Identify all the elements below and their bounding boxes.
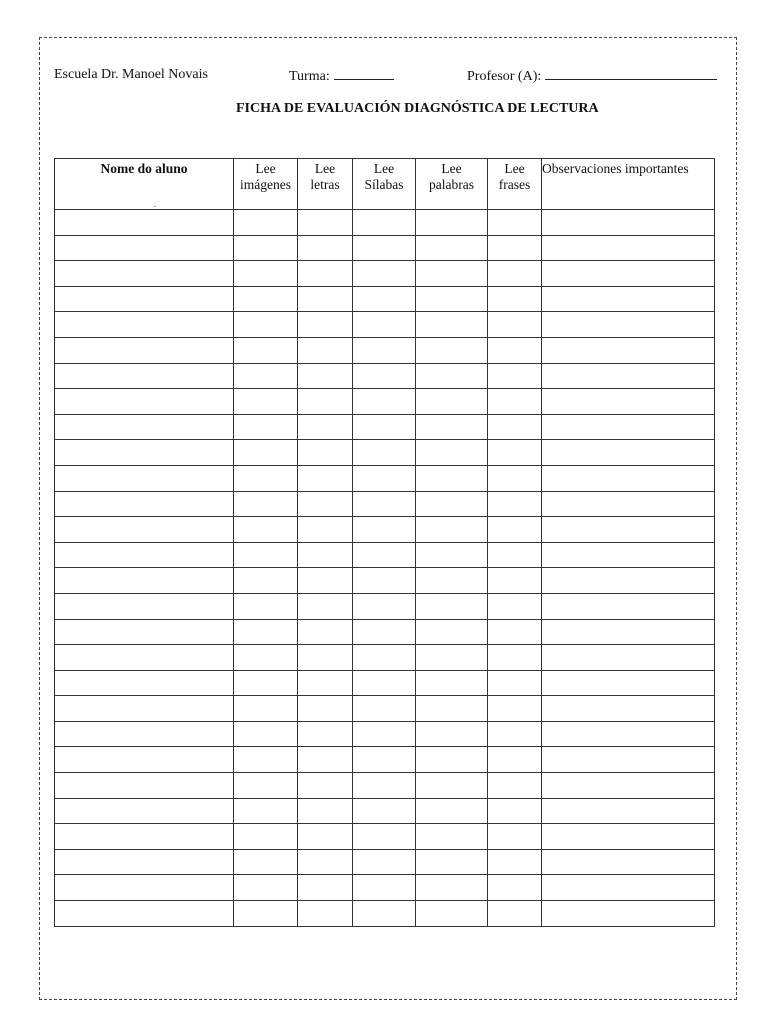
- column-header-reads-syllables: [353, 159, 416, 210]
- reads-sentences-cell[interactable]: [488, 312, 542, 338]
- reads-images-cell[interactable]: [234, 414, 298, 440]
- student-name-cell[interactable]: [55, 747, 234, 773]
- reads-images-cell[interactable]: [234, 491, 298, 517]
- reads-words-cell[interactable]: [416, 593, 488, 619]
- table-row: [55, 235, 715, 261]
- reads-sentences-cell[interactable]: [488, 491, 542, 517]
- reads-words-cell[interactable]: [416, 747, 488, 773]
- reads-sentences-cell[interactable]: [488, 619, 542, 645]
- student-name-cell[interactable]: [55, 389, 234, 415]
- column-header-sublabel: frases: [498, 177, 531, 192]
- observations-cell[interactable]: [542, 517, 715, 543]
- reads-images-cell[interactable]: [234, 901, 298, 927]
- reads-sentences-cell[interactable]: [488, 235, 542, 261]
- reads-images-cell[interactable]: [234, 670, 298, 696]
- table-row: [55, 568, 715, 594]
- table-row: [55, 773, 715, 799]
- observations-cell[interactable]: [542, 337, 715, 363]
- observations-cell[interactable]: [542, 568, 715, 594]
- table-row: [55, 696, 715, 722]
- reads-letters-cell[interactable]: [298, 491, 353, 517]
- reads-words-cell[interactable]: [416, 261, 488, 287]
- reads-words-cell[interactable]: [416, 210, 488, 236]
- observations-cell[interactable]: [542, 312, 715, 338]
- table-row: [55, 440, 715, 466]
- reads-letters-cell[interactable]: [298, 337, 353, 363]
- reads-sentences-cell[interactable]: [488, 824, 542, 850]
- student-name-cell[interactable]: [55, 875, 234, 901]
- student-name-cell[interactable]: [55, 337, 234, 363]
- table-row: [55, 389, 715, 415]
- reads-letters-cell[interactable]: [298, 235, 353, 261]
- reads-images-cell[interactable]: [234, 363, 298, 389]
- reads-sentences-cell[interactable]: [488, 798, 542, 824]
- reads-sentences-cell[interactable]: [488, 389, 542, 415]
- reads-words-cell[interactable]: [416, 517, 488, 543]
- table-row: [55, 670, 715, 696]
- reads-images-cell[interactable]: [234, 465, 298, 491]
- reads-syllables-cell[interactable]: [353, 849, 416, 875]
- reads-words-cell[interactable]: [416, 286, 488, 312]
- observations-cell[interactable]: [542, 414, 715, 440]
- reads-letters-cell[interactable]: [298, 670, 353, 696]
- reads-syllables-cell[interactable]: [353, 389, 416, 415]
- observations-cell[interactable]: [542, 465, 715, 491]
- observations-cell[interactable]: [542, 824, 715, 850]
- table-row: [55, 593, 715, 619]
- student-name-cell[interactable]: [55, 465, 234, 491]
- reads-images-cell[interactable]: [234, 389, 298, 415]
- reads-syllables-cell[interactable]: [353, 619, 416, 645]
- reads-sentences-cell[interactable]: [488, 568, 542, 594]
- reads-letters-cell[interactable]: [298, 440, 353, 466]
- reads-syllables-cell[interactable]: [353, 798, 416, 824]
- reads-letters-cell[interactable]: [298, 645, 353, 671]
- observations-cell[interactable]: [542, 798, 715, 824]
- reads-words-cell[interactable]: [416, 619, 488, 645]
- profesor-field: [467, 67, 717, 85]
- student-name-cell[interactable]: [55, 235, 234, 261]
- reads-images-cell[interactable]: [234, 235, 298, 261]
- reads-words-cell[interactable]: [416, 645, 488, 671]
- reads-words-cell[interactable]: [416, 542, 488, 568]
- reads-syllables-cell[interactable]: [353, 670, 416, 696]
- reads-syllables-cell[interactable]: [353, 363, 416, 389]
- student-name-cell[interactable]: [55, 286, 234, 312]
- reads-sentences-cell[interactable]: [488, 363, 542, 389]
- reads-sentences-cell[interactable]: [488, 440, 542, 466]
- reads-syllables-cell[interactable]: [353, 645, 416, 671]
- reads-words-cell[interactable]: [416, 491, 488, 517]
- observations-cell[interactable]: [542, 491, 715, 517]
- reads-letters-cell[interactable]: [298, 363, 353, 389]
- observations-cell[interactable]: [542, 235, 715, 261]
- reads-images-cell[interactable]: [234, 542, 298, 568]
- observations-cell[interactable]: [542, 593, 715, 619]
- school-name: Escuela Dr. Manoel Novais: [54, 67, 208, 82]
- observations-cell[interactable]: [542, 696, 715, 722]
- student-name-cell[interactable]: [55, 645, 234, 671]
- student-name-cell[interactable]: [55, 363, 234, 389]
- observations-cell[interactable]: [542, 542, 715, 568]
- student-name-cell[interactable]: [55, 491, 234, 517]
- table-row: [55, 286, 715, 312]
- reads-letters-cell[interactable]: [298, 696, 353, 722]
- reads-images-cell[interactable]: [234, 696, 298, 722]
- reads-sentences-cell[interactable]: [488, 517, 542, 543]
- observations-cell[interactable]: [542, 619, 715, 645]
- reads-words-cell[interactable]: [416, 337, 488, 363]
- table-row: [55, 491, 715, 517]
- reads-words-cell[interactable]: [416, 235, 488, 261]
- reads-letters-cell[interactable]: [298, 542, 353, 568]
- reads-letters-cell[interactable]: [298, 849, 353, 875]
- reads-syllables-cell[interactable]: [353, 312, 416, 338]
- column-header-sublabel: letras: [310, 177, 340, 192]
- reads-syllables-cell[interactable]: [353, 901, 416, 927]
- student-name-cell[interactable]: [55, 849, 234, 875]
- reads-letters-cell[interactable]: [298, 568, 353, 594]
- student-name-cell[interactable]: [55, 210, 234, 236]
- table-row: [55, 798, 715, 824]
- observations-cell[interactable]: [542, 773, 715, 799]
- reads-syllables-cell[interactable]: [353, 261, 416, 287]
- reads-syllables-cell[interactable]: [353, 696, 416, 722]
- reads-syllables-cell[interactable]: [353, 593, 416, 619]
- reads-syllables-cell[interactable]: [353, 286, 416, 312]
- reads-sentences-cell[interactable]: [488, 849, 542, 875]
- reads-images-cell[interactable]: [234, 337, 298, 363]
- reads-syllables-cell[interactable]: [353, 875, 416, 901]
- column-header-sublabel: palabras: [429, 177, 474, 192]
- reads-letters-cell[interactable]: [298, 619, 353, 645]
- reads-syllables-cell[interactable]: [353, 440, 416, 466]
- table-row: [55, 747, 715, 773]
- reads-images-cell[interactable]: [234, 286, 298, 312]
- reads-sentences-cell[interactable]: [488, 773, 542, 799]
- reads-letters-cell[interactable]: [298, 286, 353, 312]
- table-row: [55, 721, 715, 747]
- reads-letters-cell[interactable]: [298, 901, 353, 927]
- reads-images-cell[interactable]: [234, 798, 298, 824]
- observations-cell[interactable]: [542, 670, 715, 696]
- page-title: FICHA DE EVALUACIÓN DIAGNÓSTICA DE LECTURA: [236, 101, 599, 116]
- column-header-reads-letters: [298, 159, 353, 210]
- student-name-cell[interactable]: [55, 721, 234, 747]
- observations-cell[interactable]: [542, 849, 715, 875]
- reads-sentences-cell[interactable]: [488, 696, 542, 722]
- reads-syllables-cell[interactable]: [353, 568, 416, 594]
- table-row: [55, 542, 715, 568]
- reads-images-cell[interactable]: [234, 261, 298, 287]
- reads-letters-cell[interactable]: [298, 593, 353, 619]
- reads-syllables-cell[interactable]: [353, 542, 416, 568]
- table-row: [55, 312, 715, 338]
- observations-cell[interactable]: [542, 901, 715, 927]
- reads-images-cell[interactable]: [234, 517, 298, 543]
- reads-letters-cell[interactable]: [298, 875, 353, 901]
- column-header-label: Lee: [373, 161, 395, 176]
- turma-blank[interactable]: [334, 67, 394, 80]
- reads-images-cell[interactable]: [234, 849, 298, 875]
- observations-cell[interactable]: [542, 210, 715, 236]
- student-name-cell[interactable]: [55, 414, 234, 440]
- student-name-cell[interactable]: [55, 824, 234, 850]
- table-row: [55, 363, 715, 389]
- reads-letters-cell[interactable]: [298, 747, 353, 773]
- observations-cell[interactable]: [542, 363, 715, 389]
- reads-sentences-cell[interactable]: [488, 721, 542, 747]
- turma-field: [289, 67, 394, 85]
- reads-syllables-cell[interactable]: [353, 210, 416, 236]
- observations-cell[interactable]: [542, 645, 715, 671]
- reads-words-cell[interactable]: [416, 901, 488, 927]
- reads-images-cell[interactable]: [234, 619, 298, 645]
- reads-words-cell[interactable]: [416, 465, 488, 491]
- column-header-label: Lee: [255, 161, 276, 176]
- reads-sentences-cell[interactable]: [488, 645, 542, 671]
- table-row: [55, 465, 715, 491]
- reads-letters-cell[interactable]: [298, 389, 353, 415]
- student-name-cell[interactable]: [55, 440, 234, 466]
- observations-cell[interactable]: [542, 721, 715, 747]
- stray-dot-mark: .: [154, 200, 156, 209]
- reads-words-cell[interactable]: [416, 670, 488, 696]
- reads-letters-cell[interactable]: [298, 414, 353, 440]
- reads-words-cell[interactable]: [416, 849, 488, 875]
- reads-sentences-cell[interactable]: [488, 670, 542, 696]
- student-name-cell[interactable]: [55, 542, 234, 568]
- reads-syllables-cell[interactable]: [353, 414, 416, 440]
- reads-sentences-cell[interactable]: [488, 542, 542, 568]
- reads-words-cell[interactable]: [416, 312, 488, 338]
- column-header-label: Observaciones importantes: [542, 161, 689, 176]
- student-name-cell[interactable]: [55, 773, 234, 799]
- reads-letters-cell[interactable]: [298, 773, 353, 799]
- reads-syllables-cell[interactable]: [353, 337, 416, 363]
- reads-sentences-cell[interactable]: [488, 875, 542, 901]
- reads-sentences-cell[interactable]: [488, 901, 542, 927]
- reads-words-cell[interactable]: [416, 875, 488, 901]
- table-row: [55, 645, 715, 671]
- profesor-label: Profesor (A):: [467, 69, 542, 84]
- reads-sentences-cell[interactable]: [488, 414, 542, 440]
- observations-cell[interactable]: [542, 389, 715, 415]
- table-row: [55, 414, 715, 440]
- reads-words-cell[interactable]: [416, 414, 488, 440]
- column-header-sublabel: Sílabas: [364, 177, 404, 192]
- reads-sentences-cell[interactable]: [488, 747, 542, 773]
- column-header-label: Nome do aluno: [100, 161, 188, 176]
- student-name-cell[interactable]: [55, 261, 234, 287]
- turma-label: Turma:: [289, 69, 330, 84]
- student-name-cell[interactable]: [55, 798, 234, 824]
- reads-letters-cell[interactable]: [298, 312, 353, 338]
- reads-images-cell[interactable]: [234, 645, 298, 671]
- reads-words-cell[interactable]: [416, 440, 488, 466]
- reads-images-cell[interactable]: [234, 312, 298, 338]
- reads-images-cell[interactable]: [234, 210, 298, 236]
- table-row: [55, 337, 715, 363]
- reads-images-cell[interactable]: [234, 747, 298, 773]
- column-header-label: Lee: [441, 161, 462, 176]
- reads-letters-cell[interactable]: [298, 824, 353, 850]
- reads-sentences-cell[interactable]: [488, 261, 542, 287]
- reads-sentences-cell[interactable]: [488, 465, 542, 491]
- table-row: [55, 210, 715, 236]
- reads-images-cell[interactable]: [234, 440, 298, 466]
- reads-words-cell[interactable]: [416, 389, 488, 415]
- reads-syllables-cell[interactable]: [353, 465, 416, 491]
- reads-syllables-cell[interactable]: [353, 721, 416, 747]
- reads-letters-cell[interactable]: [298, 465, 353, 491]
- student-name-cell[interactable]: [55, 696, 234, 722]
- reads-syllables-cell[interactable]: [353, 517, 416, 543]
- reads-syllables-cell[interactable]: [353, 824, 416, 850]
- observations-cell[interactable]: [542, 747, 715, 773]
- observations-cell[interactable]: [542, 261, 715, 287]
- reads-images-cell[interactable]: [234, 875, 298, 901]
- reads-words-cell[interactable]: [416, 798, 488, 824]
- reads-sentences-cell[interactable]: [488, 286, 542, 312]
- reads-images-cell[interactable]: [234, 721, 298, 747]
- observations-cell[interactable]: [542, 286, 715, 312]
- table-row: [55, 619, 715, 645]
- table-row: [55, 261, 715, 287]
- reads-words-cell[interactable]: [416, 696, 488, 722]
- reads-words-cell[interactable]: [416, 824, 488, 850]
- column-header-reads-words: [416, 159, 488, 210]
- student-name-cell[interactable]: [55, 312, 234, 338]
- profesor-blank[interactable]: [545, 67, 717, 80]
- reads-letters-cell[interactable]: [298, 798, 353, 824]
- observations-cell[interactable]: [542, 875, 715, 901]
- reads-letters-cell[interactable]: [298, 261, 353, 287]
- table-body: [55, 210, 715, 927]
- table-row: [55, 875, 715, 901]
- student-name-cell[interactable]: [55, 517, 234, 543]
- reads-images-cell[interactable]: [234, 568, 298, 594]
- reads-images-cell[interactable]: [234, 773, 298, 799]
- reads-words-cell[interactable]: [416, 568, 488, 594]
- reads-letters-cell[interactable]: [298, 517, 353, 543]
- reads-images-cell[interactable]: [234, 593, 298, 619]
- reads-words-cell[interactable]: [416, 721, 488, 747]
- reads-letters-cell[interactable]: [298, 210, 353, 236]
- column-header-sublabel: imágenes: [240, 177, 291, 192]
- reads-sentences-cell[interactable]: [488, 210, 542, 236]
- column-header-label: Lee: [504, 161, 525, 176]
- reads-syllables-cell[interactable]: [353, 235, 416, 261]
- reads-sentences-cell[interactable]: [488, 593, 542, 619]
- column-header-reads-sentences: [488, 159, 542, 210]
- reads-syllables-cell[interactable]: [353, 747, 416, 773]
- column-header-reads-images: [234, 159, 298, 210]
- student-name-cell[interactable]: [55, 568, 234, 594]
- reads-letters-cell[interactable]: [298, 721, 353, 747]
- student-name-cell[interactable]: [55, 619, 234, 645]
- table-row: [55, 824, 715, 850]
- reads-sentences-cell[interactable]: [488, 337, 542, 363]
- reads-words-cell[interactable]: [416, 773, 488, 799]
- reads-words-cell[interactable]: [416, 363, 488, 389]
- reads-images-cell[interactable]: [234, 824, 298, 850]
- column-header-student-name: [55, 159, 234, 210]
- table-row: [55, 517, 715, 543]
- column-header-observations: [542, 159, 715, 210]
- student-name-cell[interactable]: [55, 901, 234, 927]
- column-header-label: Lee: [314, 161, 336, 176]
- table-row: [55, 901, 715, 927]
- observations-cell[interactable]: [542, 440, 715, 466]
- reads-syllables-cell[interactable]: [353, 491, 416, 517]
- table-row: [55, 849, 715, 875]
- student-name-cell[interactable]: [55, 670, 234, 696]
- evaluation-table: [54, 158, 715, 927]
- student-name-cell[interactable]: [55, 593, 234, 619]
- reads-syllables-cell[interactable]: [353, 773, 416, 799]
